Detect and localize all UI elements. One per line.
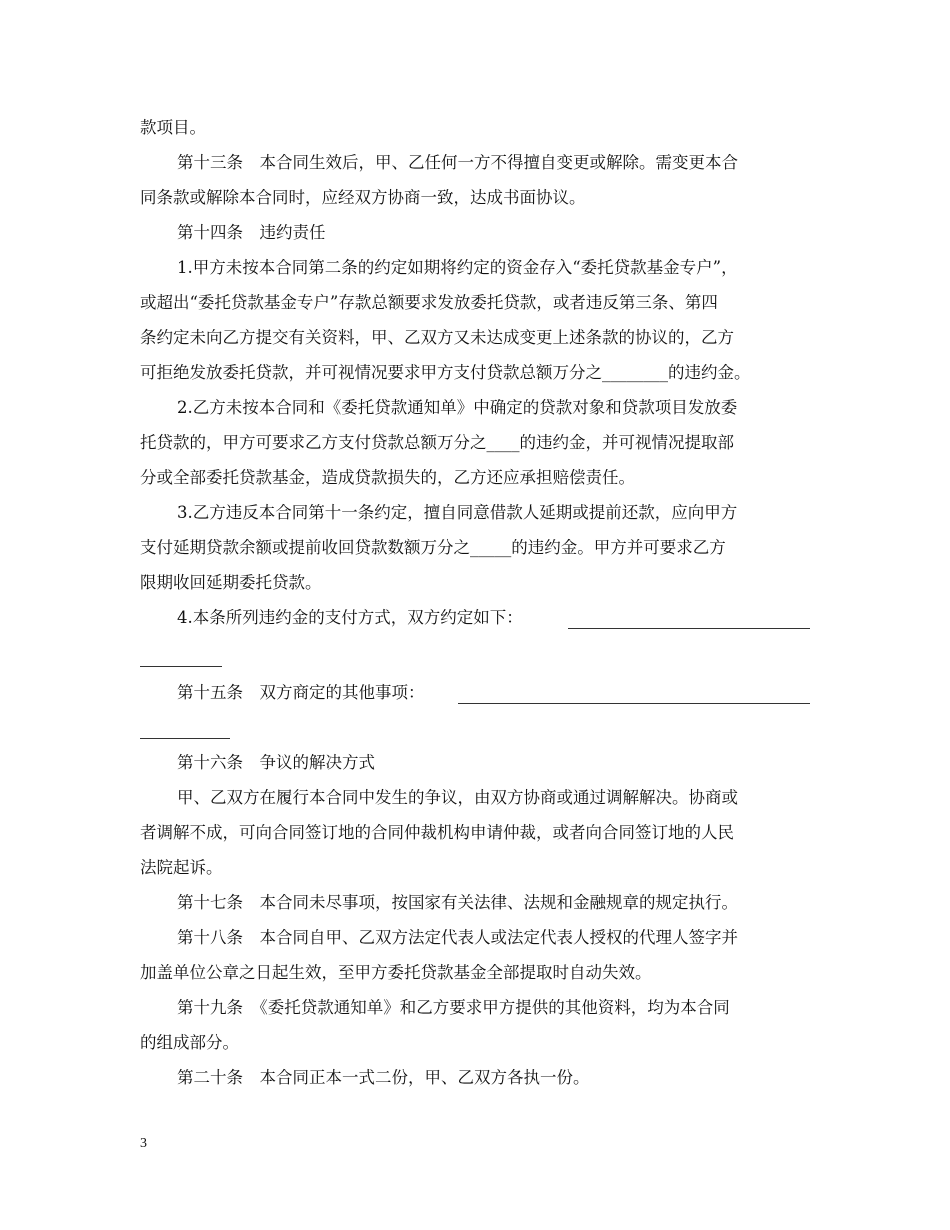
blank-fill-line bbox=[140, 738, 230, 739]
text-line: 的组成部分。 bbox=[140, 1033, 239, 1052]
article-15: 第十五条 双方商定的其他事项： bbox=[177, 683, 425, 702]
text-line: 条约定未向乙方提交有关资料，甲、乙双方又未达成变更上述条款的协议的，乙方 bbox=[140, 328, 734, 347]
page-number: 3 bbox=[140, 1136, 147, 1151]
article-17: 第十七条 本合同未尽事项，按国家有关法律、法规和金融规章的规定执行。 bbox=[177, 893, 738, 912]
text-line: 法院起诉。 bbox=[140, 858, 223, 877]
clause-14-2: 2.乙方未按本合同和《委托贷款通知单》中确定的贷款对象和贷款项目发放委 bbox=[177, 398, 738, 417]
blank-fill-line bbox=[458, 703, 810, 704]
text-line: 限期收回延期委托贷款。 bbox=[140, 573, 322, 592]
article-14-heading: 第十四条 违约责任 bbox=[177, 223, 326, 242]
text-line: 支付延期贷款余额或提前收回贷款数额万分之_____的违约金。甲方并可要求乙方 bbox=[140, 538, 726, 557]
article-19: 第十九条 《委托贷款通知单》和乙方要求甲方提供的其他资料，均为本合同 bbox=[177, 998, 730, 1017]
clause-14-1: 1.甲方未按本合同第二条的约定如期将约定的资金存入“委托贷款基金专户”， bbox=[177, 258, 738, 277]
blank-fill-line bbox=[568, 628, 810, 629]
clause-14-4: 4.本条所列违约金的支付方式，双方约定如下： bbox=[177, 608, 523, 627]
article-13: 第十三条 本合同生效后，甲、乙任何一方不得擅自变更或解除。需变更本合 bbox=[177, 153, 738, 172]
article-18: 第十八条 本合同自甲、乙双方法定代表人或法定代表人授权的代理人签字并 bbox=[177, 928, 738, 947]
blank-fill-line bbox=[140, 666, 222, 667]
text-line: 加盖单位公章之日起生效，至甲方委托贷款基金全部提取时自动失效。 bbox=[140, 963, 652, 982]
article-16-heading: 第十六条 争议的解决方式 bbox=[177, 753, 375, 772]
text-line: 或超出“委托贷款基金专户”存款总额要求发放委托贷款，或者违反第三条、第四 bbox=[140, 293, 718, 312]
text-line: 者调解不成，可向合同签订地的合同仲裁机构申请仲裁，或者向合同签订地的人民 bbox=[140, 823, 734, 842]
text-line: 同条款或解除本合同时，应经双方协商一致，达成书面协议。 bbox=[140, 188, 586, 207]
article-20: 第二十条 本合同正本一式二份，甲、乙双方各执一份。 bbox=[177, 1068, 590, 1087]
clause-14-3: 3.乙方违反本合同第十一条约定，擅自同意借款人延期或提前还款，应向甲方 bbox=[177, 503, 738, 522]
article-16-text: 甲、乙双方在履行本合同中发生的争议，由双方协商或通过调解解决。协商或 bbox=[177, 788, 738, 807]
text-line: 分或全部委托贷款基金，造成贷款损失的，乙方还应承担赔偿责任。 bbox=[140, 468, 635, 487]
text-line: 可拒绝发放委托贷款，并可视情况要求甲方支付贷款总额万分之________的违约金。 bbox=[140, 363, 751, 382]
text-line: 托贷款的，甲方可要求乙方支付贷款总额万分之____的违约金，并可视情况提取部 bbox=[140, 433, 734, 452]
text-line: 款项目。 bbox=[140, 118, 206, 137]
